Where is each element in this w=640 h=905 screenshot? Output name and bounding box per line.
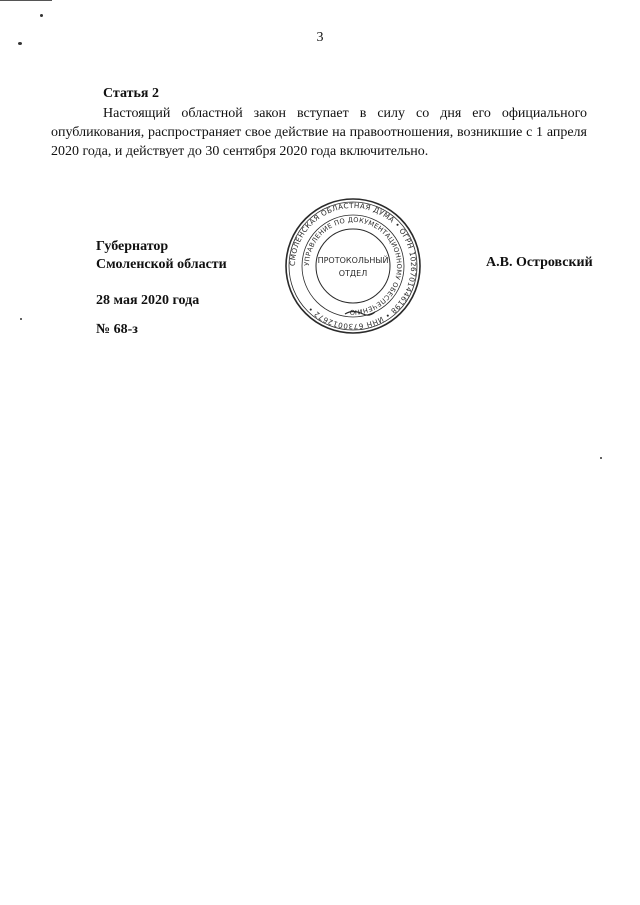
- article-text: Настоящий областной закон вступает в силу со дня его официального опубликования, распространяет свое действие на правоотношения, возникшие с 1 апреля 2020 года, и действует до 30 сентября 2020 года включительно.: [51, 106, 587, 159]
- article-section: [51, 86, 587, 161]
- signatory-position-line2: Смоленской области: [96, 257, 227, 272]
- article-title: Статья 2: [103, 86, 159, 101]
- official-seal-stamp: [283, 196, 423, 336]
- seal-center-line1: ПРОТОКОЛЬНЫЙ: [317, 256, 389, 265]
- svg-text:УПРАВЛЕНИЕ ПО ДОКУМЕНТАЦИОННОМ: [303, 216, 403, 316]
- law-number: № 68-з: [96, 322, 138, 337]
- signatory-name: А.В. Островский: [486, 255, 593, 270]
- scan-speck: [600, 457, 602, 459]
- signatory-position: [96, 238, 227, 274]
- seal-center-line2: ОТДЕЛ: [338, 269, 368, 278]
- seal-inner-ring-text: УПРАВЛЕНИЕ ПО ДОКУМЕНТАЦИОННОМУ ОБЕСПЕЧЕНИЮ: [302, 215, 404, 317]
- corner-scan-line: [0, 0, 52, 1]
- seal-outer-ring-text: СМОЛЕНСКАЯ ОБЛАСТНАЯ ДУМА • ОГРН 1026701446198 • ИНН 6730012672 •: [287, 200, 419, 332]
- signatory-position-line1: Губернатор: [96, 239, 169, 254]
- signing-date: 28 мая 2020 года: [96, 293, 200, 308]
- scan-speck: [20, 318, 22, 320]
- scan-speck: [40, 14, 43, 17]
- page-number: 3: [316, 30, 324, 45]
